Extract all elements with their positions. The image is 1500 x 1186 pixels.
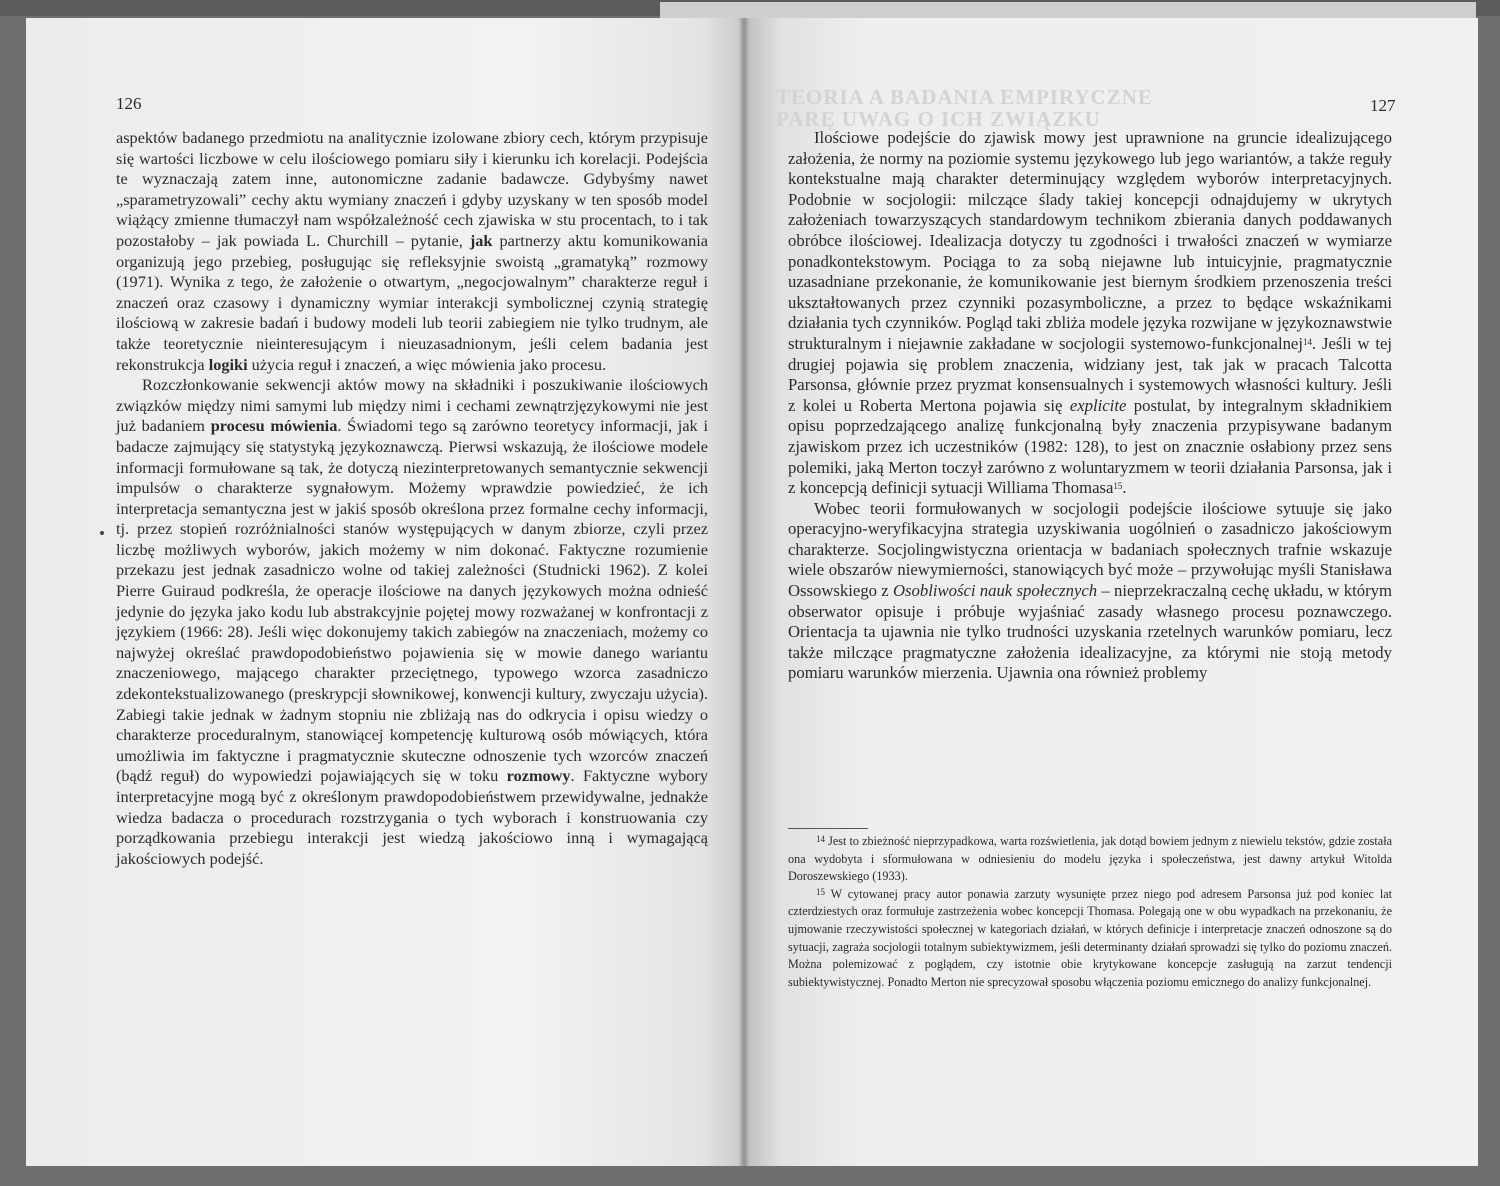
text-segment: aspektów badanego przedmiotu na analitycznie izolowane zbiory cech, którym przypisuje się wartości liczbowe w celu ilościowego pomiaru siły i kierunku ich korelacji. Podejścia te wyznaczają zatem inne, autonomiczne zadanie badawcze. Gdybyśmy nawet „sparametryzowali” cechy aktu wymiany znaczeń i gdyby uzyskany w ten sposób model wiążący zmienne tłumaczył nam współzależność cech zjawiska w stu procentach, to i tak pozostałoby – jak powiada L. Churchill – pytanie,	[116, 128, 708, 250]
showthrough-heading-line: TEORIA A BADANIA EMPIRYCZNE	[776, 85, 1153, 109]
ink-dot	[100, 531, 104, 535]
left-page-body	[116, 128, 708, 869]
book-gutter	[738, 18, 750, 1166]
text-segment: użycia reguł i znaczeń, a więc mówienia jako procesu.	[247, 354, 607, 374]
paragraph	[788, 128, 1392, 499]
footnote-ref: 15	[1113, 481, 1123, 492]
next-page-edge	[660, 2, 1476, 18]
text-segment: – nieprzekraczalną cechę układu, w którym obserwator opisuje i próbuje wyjaśniać zasady własnego procesu poznawczego. Orientacja ta ujawnia nie tylko trudności uzyskania rzetelnych warunków pomiaru, lecz także milczące pragmatyczne założenia idealizacyjne, za którymi nie stoją metody pomiaru warunków mierzenia. Ujawnia ona również problemy	[788, 581, 1392, 683]
text-segment: Osobliwości nauk społecznych	[892, 581, 1098, 601]
text-segment: partnerzy aktu komunikowania organizują jego przebieg, posługując się refleksyjnie swoistą „gramatyką” rozmowy (1971). Wynika z tego, że założenie o otwartym, „negocjowalnym” charakterze reguł i znaczeń oraz czasowy i dynamiczny wymiar interakcji symbolicznej czynią strategię ilościową w zakresie badań i budowy modeli lub teorii zabiegiem nie tylko trudnym, ale także teoretycznie nieinteresującym i nieuzasadnionym, jeśli celem badania jest rekonstrukcja	[116, 230, 708, 374]
paragraph	[116, 375, 708, 869]
footnote-ref: 15	[816, 886, 825, 897]
text-segment: Jest to zbieżność nieprzypadkowa, warta rozświetlenia, jak dotąd bowiem jednym z niewielu tekstów, gdzie została ona wydobyta i sformułowana w odniesieniu do modelu języka i społeczeństwa, jest dawny artykuł Witolda Doroszewskiego (1933).	[788, 834, 1392, 884]
footnote-ref: 14	[1302, 336, 1312, 347]
right-page-number: 127	[1370, 96, 1396, 115]
left-page-number: 126	[116, 94, 142, 113]
footnote-separator	[788, 828, 868, 829]
text-segment: jak	[469, 230, 493, 250]
text-segment: explicite	[1069, 395, 1127, 415]
text-segment: procesu mówienia	[210, 416, 338, 436]
paragraph	[788, 886, 1392, 992]
text-segment: rozmowy	[506, 766, 571, 786]
text-segment: . Faktyczne wybory interpretacyjne mogą być z określonym prawdopodobieństwem przewidywalne, jednakże wiedza badacza o procedurach rozstrzygania o tych wyborach i konstruowania czy porządkowania przebiegu interakcji jest wiedzą jakościowo inną i wymagającą jakościowych podejść.	[116, 766, 708, 868]
text-segment: .	[1122, 478, 1127, 498]
right-page-body	[788, 128, 1392, 684]
scanner-top-edge	[0, 0, 1500, 16]
footnotes	[788, 833, 1392, 991]
paragraph	[788, 833, 1392, 886]
right-page	[744, 18, 1478, 1166]
text-segment: Ilościowe podejście do zjawisk mowy jest uprawnione na gruncie idealizującego założenia, że normy na poziomie systemu językowego lub jego wariantów, a także reguły kontekstualne mają charakter determinujący względem wyborów interpretacyjnych. Podobnie w socjologii: milczące ślady takiej koncepcji odnajdujemy w ukrytych założeniach towarzyszących standardowym technikom zbierania danych poddawanych obróbce ilościowej. Idealizacja dotyczy tu zgodności i trwałości znaczeń w wymiarze ponadkontekstowym. Pociąga to za sobą niejawne lub intuicyjnie, pragmatycznie uzasadniane przekonanie, że komunikowanie jest biernym środkiem przenoszenia treści ukształtowanych przez czynniki pozasymboliczne, a przez to będące wskaźnikami działania tych czynników. Pogląd taki zbliża modele języka rozwijane w językoznawstwie strukturalnym i niejawnie zakładane w socjologii systemowo-funkcjonalnej	[788, 128, 1392, 353]
footnote-ref: 14	[816, 834, 825, 844]
paragraph	[116, 128, 708, 375]
paragraph	[788, 499, 1392, 684]
text-segment: Wobec teorii formułowanych w socjologii podejście ilościowe sytuuje się jako operacyjno-weryfikacyjna strategia uzyskiwania uogólnień o zasadniczo jakościowym charakterze. Socjolingwistyczna orientacja w badaniach społecznych trafnie wskazuje wiele obszarów niewymierności, stanowiących być może – przywołując myśli Stanisława Ossowskiego z	[788, 498, 1392, 601]
book-spread	[26, 18, 1478, 1166]
left-page	[26, 18, 744, 1166]
showthrough-heading-line: PARĘ UWAG O ICH ZWIĄZKU	[776, 107, 1101, 131]
text-segment: . Jeśli w tej drugiej pojawia się problem znaczenia, widziany jest, tak jak w pracach Talcotta Parsonsa, głównie przez pryzmat konsensualnych i systemowych własności kultury. Jeśli z kolei u Roberta Mertona pojawia się	[788, 333, 1392, 415]
showthrough-heading	[776, 86, 1153, 130]
text-segment: Rozczłonkowanie sekwencji aktów mowy na składniki i poszukiwanie ilościowych związków między nimi samymi lub między nimi i cechami zewnątrzjęzykowymi nie jest już badaniem	[116, 375, 708, 436]
text-segment: . Świadomi tego są zarówno teoretycy informacji, jak i badacze zajmujący się statystyką językoznawczą. Pierwsi wskazują, że ilościowe modele informacji formułowane są tak, że dotyczą niezinterpretowanych semantycznie sekwencji impulsów o charakterze sygnałowym. Możemy wprawdzie powiedzieć, że ich interpretacja semantyczna jest w jakiś sposób określona przez formalne cechy informacji, tj. przez stopień rozróżnialności stanów występujących w danym zbiorze, czyli przez liczbę możliwych wyborów, jakich możemy w nim dokonać. Faktyczne rozumienie przekazu jest jednak zasadniczo wolne od takiej zależności (Studnicki 1962). Z kolei Pierre Guiraud podkreśla, że operacje ilościowe na danych językowych można odnieść jedynie do języka jako kodu lub abstrakcyjnie pojętej mowy rozważanej w konfrontacji z językiem (1966: 28). Jeśli więc dokonujemy takich zabiegów na znaczeniach, możemy co najwyżej określać prawdopodobieństwo pojawienia się w mowie danego wariantu znaczeniowego, mającego charakter przeciętnego, typowego wzorca zasadniczo zdekontekstualizowanego (preskrypcji słownikowej, konwencji kultury, zwyczaju użycia). Zabiegi takie jednak w żadnym stopniu nie zbliżają nas do odkrycia i opisu wiedzy o charakterze proceduralnym, stanowiącej kompetencję kulturową osób mówiących, która umożliwia im faktyczne i pragmatycznie skuteczne odnoszenie tych wzorców znaczeń (bądź reguł) do wypowiedzi pojawiających się w toku	[116, 416, 708, 786]
text-segment: postulat, by integralnym składnikiem opisu poprzedzającego analizę funkcjonalną były znaczenia przypisywane badanym zjawiskom przez ich uczestników (1982: 128), to jest on znacznie osłabiony przez sens polemiki, jaką Merton toczył zarówno z woluntaryzmem w teorii działania Parsonsa, jak i z koncepcją definicji sytuacji Williama Thomasa	[788, 395, 1392, 498]
text-segment: W cytowanej pracy autor ponawia zarzuty wysunięte przez niego pod adresem Parsonsa już pod koniec lat czterdziestych oraz formułuje zastrzeżenia wobec koncepcji Thomasa. Polegają one w obu wypadkach na przekonaniu, że ujmowanie rzeczywistości społecznej w kategoriach działań, w których definicje i interpretacje znaczeń odnoszone są do sytuacji, zagraża socjologii totalnym subiektywizmem, jeśli determinanty działań sprowadzi się tylko do poziomu znaczeń. Można polemizować z poglądem, czy istotnie obie krytykowane koncepcje zasługują na zarzut tendencji subiektywistycznej. Ponadto Merton nie sprecyzował sposobu włączenia poziomu emicznego do analizy funkcjonalnej.	[788, 886, 1392, 989]
text-segment: logiki	[208, 354, 248, 374]
